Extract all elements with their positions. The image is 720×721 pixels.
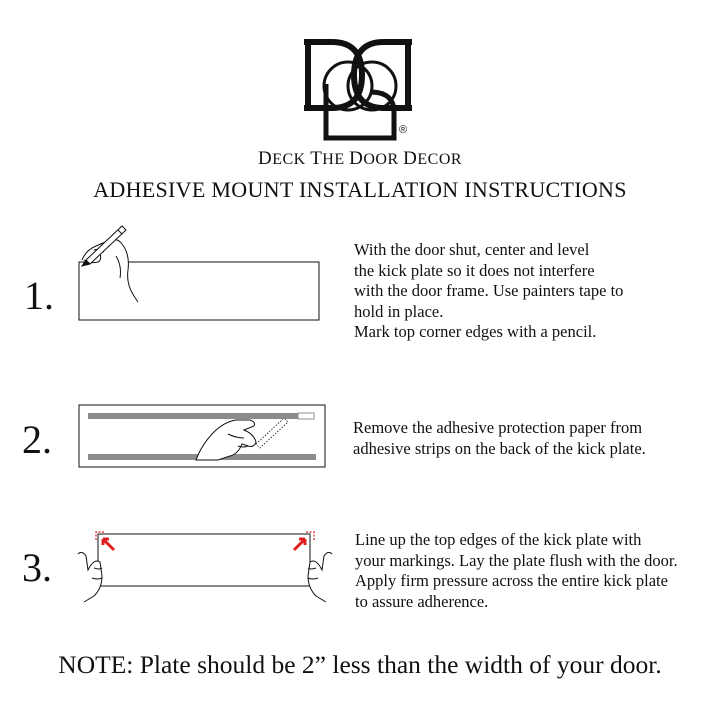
monogram-logo-icon — [300, 34, 420, 146]
step-2-illustration — [78, 404, 328, 470]
press-plate-hands-icon — [74, 528, 336, 606]
step-1-number: 1. — [24, 273, 54, 318]
brand-word-3-rest: OOR — [363, 151, 399, 168]
step-1-line-4: hold in place. — [354, 301, 444, 321]
step-3-text — [355, 530, 678, 612]
brand-word-1-initial: D — [257, 148, 273, 169]
brand-logo — [300, 34, 420, 146]
page-title: ADHESIVE MOUNT INSTALLATION INSTRUCTIONS — [93, 177, 627, 202]
step-3-line-1: Line up the top edges of the kick plate with — [355, 530, 642, 549]
brand-word-1-rest: ECK — [272, 151, 306, 168]
width-note: NOTE: Plate should be 2” less than the width of your door. — [58, 650, 662, 679]
registered-mark: ® — [399, 124, 408, 136]
step-2-text — [353, 418, 646, 459]
step-2-number: 2. — [22, 417, 52, 462]
brand-word-3-initial: D — [349, 148, 364, 169]
step-3-line-2: your markings. Lay the plate flush with the door. — [355, 550, 678, 570]
step-3-illustration — [74, 528, 336, 606]
step-2-line-1: Remove the adhesive protection paper from — [353, 418, 643, 437]
step-1-line-5: Mark top corner edges with a pencil. — [354, 322, 597, 341]
pencil-marking-plate-icon — [72, 220, 328, 326]
step-1-illustration — [72, 220, 328, 326]
step-1-line-3: with the door frame. Use painters tape to — [354, 281, 624, 300]
brand-word-4-initial: D — [403, 148, 418, 169]
brand-word-2-initial: T — [310, 148, 323, 169]
step-1-line-1: With the door shut, center and level — [354, 240, 590, 259]
step-2-line-2: adhesive strips on the back of the kick plate. — [353, 438, 646, 458]
brand-name — [0, 148, 720, 170]
peel-adhesive-strip-icon — [78, 404, 328, 470]
brand-word-4-rest: ECOR — [417, 151, 463, 168]
step-1-line-2: the kick plate so it does not interfere — [354, 260, 595, 280]
step-3-number: 3. — [22, 545, 52, 590]
step-3-line-3: Apply firm pressure across the entire kick plate — [355, 571, 668, 590]
brand-word-2-rest: HE — [322, 151, 345, 168]
step-1-text — [354, 240, 623, 343]
step-3-line-4: to assure adherence. — [355, 591, 489, 611]
